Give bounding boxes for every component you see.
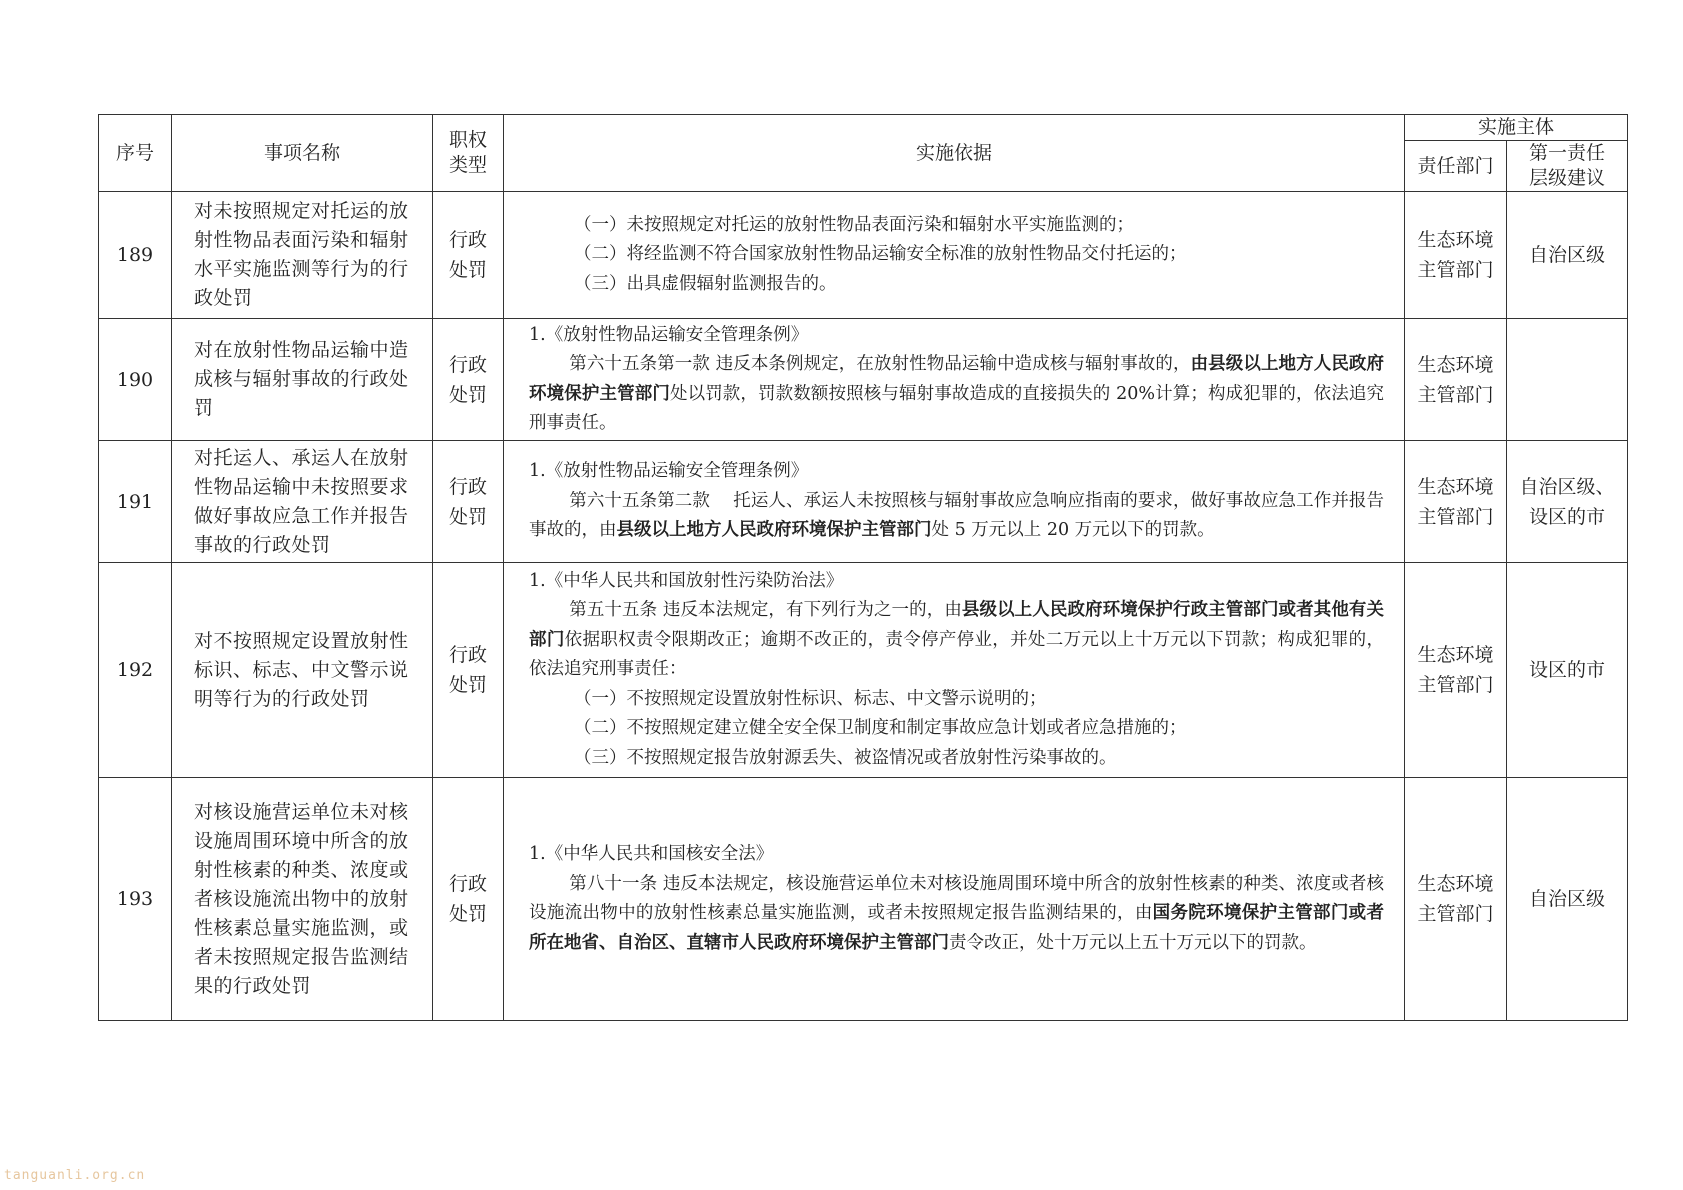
para-text: 第六十五条第一款 违反本条例规定，在放射性物品运输中造成核与辐射事故的， bbox=[569, 354, 1191, 374]
row-type-label: 行政处罚 bbox=[448, 229, 487, 281]
row-level: 自治区级 bbox=[1507, 778, 1628, 1021]
table-row bbox=[99, 319, 1628, 441]
para-bold-authority: 由县级以上地方人民政府环境保护主管部门 bbox=[529, 354, 1385, 404]
para-text: 处以罚款，罚款数额按照核与辐射事故造成的直接损失的 20%计算；构成犯罪的，依法追究刑事责任。 bbox=[529, 383, 1384, 433]
basis-paragraph bbox=[529, 870, 1384, 959]
row-dept-label: 生态环境主管部门 bbox=[1417, 229, 1494, 281]
para-bold-authority: 县级以上人民政府环境保护行政主管部门或者其他有关部门 bbox=[529, 600, 1384, 650]
row-basis bbox=[504, 192, 1405, 319]
row-basis bbox=[504, 319, 1405, 441]
header-seq: 序号 bbox=[99, 115, 172, 192]
header-level bbox=[1507, 141, 1628, 192]
row-dept bbox=[1405, 192, 1507, 319]
law-title: 1.《中华人民共和国核安全法》 bbox=[529, 844, 774, 864]
row-level-label: 自治区级、设区的市 bbox=[1519, 475, 1615, 528]
header-name: 事项名称 bbox=[172, 115, 433, 192]
basis-item: （三）出具虚假辐射监测报告的。 bbox=[574, 273, 837, 294]
para-text: 责令改正，处十万元以上五十万元以下的罚款。 bbox=[949, 932, 1317, 953]
table-row bbox=[99, 192, 1628, 319]
row-seq: 190 bbox=[99, 319, 172, 441]
para-text: 依据职权责令限期改正；逾期不改正的，责令停产停业，并处二万元以上十万元以下罚款；构成犯罪的，依法追究刑事责任： bbox=[529, 629, 1384, 680]
row-name: 对不按照规定设置放射性标识、标志、中文警示说明等行为的行政处罚 bbox=[172, 563, 433, 778]
row-basis bbox=[504, 441, 1405, 563]
row-basis bbox=[504, 778, 1405, 1021]
basis-item: （三）不按照规定报告放射源丢失、被盗情况或者放射性污染事故的。 bbox=[574, 747, 1117, 768]
row-dept-label: 生态环境主管部门 bbox=[1417, 353, 1494, 406]
row-name: 对在放射性物品运输中造成核与辐射事故的行政处罚 bbox=[172, 319, 433, 441]
header-basis: 实施依据 bbox=[504, 115, 1405, 192]
regulation-table bbox=[98, 114, 1628, 1021]
para-bold-authority: 国务院环境保护主管部门或者所在地省、自治区、直辖市人民政府环境保护主管部门 bbox=[529, 903, 1385, 953]
row-dept-label: 生态环境主管部门 bbox=[1417, 873, 1494, 925]
basis-paragraph bbox=[529, 350, 1384, 439]
header-subject: 实施主体 bbox=[1405, 115, 1628, 141]
row-level: 设区的市 bbox=[1507, 563, 1628, 778]
row-dept bbox=[1405, 563, 1507, 778]
header-type bbox=[433, 115, 504, 192]
header-dept: 责任部门 bbox=[1405, 141, 1507, 192]
row-type-label: 行政处罚 bbox=[448, 644, 487, 696]
row-seq: 193 bbox=[99, 778, 172, 1021]
site-watermark: tanguanli.org.cn bbox=[4, 1168, 146, 1183]
basis-paragraph bbox=[529, 596, 1384, 685]
row-level bbox=[1507, 441, 1628, 563]
row-dept-label: 生态环境主管部门 bbox=[1417, 475, 1494, 528]
law-title: 1.《放射性物品运输安全管理条例》 bbox=[529, 461, 809, 482]
row-type-label: 行政处罚 bbox=[448, 475, 487, 528]
para-text: 第五十五条 违反本法规定，有下列行为之一的，由 bbox=[569, 600, 962, 621]
law-title: 1.《中华人民共和国放射性污染防治法》 bbox=[529, 570, 844, 591]
row-type-label: 行政处罚 bbox=[448, 873, 487, 925]
basis-item: （二）不按照规定建立健全安全保卫制度和制定事故应急计划或者应急措施的； bbox=[574, 718, 1187, 739]
header-level-label: 第一责任层级建议 bbox=[1529, 142, 1606, 189]
law-title: 1.《放射性物品运输安全管理条例》 bbox=[529, 324, 809, 345]
table-row bbox=[99, 441, 1628, 563]
row-type bbox=[433, 563, 504, 778]
row-dept-label: 生态环境主管部门 bbox=[1417, 644, 1494, 696]
para-text: 第八十一条 违反本法规定，核设施营运单位未对核设施周围环境中所含的放射性核素的种类、浓度或者核设施流出物中的放射性核素总量实施监测，或者未按照规定报告监测结果的，由 bbox=[529, 873, 1384, 923]
table-row bbox=[99, 778, 1628, 1021]
row-type bbox=[433, 778, 504, 1021]
row-dept bbox=[1405, 778, 1507, 1021]
basis-paragraph bbox=[529, 487, 1384, 546]
row-level bbox=[1507, 319, 1628, 441]
basis-item: （二）将经监测不符合国家放射性物品运输安全标准的放射性物品交付托运的； bbox=[574, 244, 1187, 265]
basis-item: （一）未按照规定对托运的放射性物品表面污染和辐射水平实施监测的； bbox=[574, 214, 1134, 235]
row-name: 对未按照规定对托运的放射性物品表面污染和辐射水平实施监测等行为的行政处罚 bbox=[172, 192, 433, 319]
row-name: 对托运人、承运人在放射性物品运输中未按照要求做好事故应急工作并报告事故的行政处罚 bbox=[172, 441, 433, 563]
row-type-label: 行政处罚 bbox=[448, 353, 487, 406]
row-seq: 192 bbox=[99, 563, 172, 778]
row-dept bbox=[1405, 441, 1507, 563]
para-text: 处 5 万元以上 20 万元以下的罚款。 bbox=[931, 520, 1215, 541]
row-type bbox=[433, 192, 504, 319]
row-type bbox=[433, 319, 504, 441]
header-type-label: 职权类型 bbox=[448, 129, 487, 176]
table-row bbox=[99, 563, 1628, 778]
row-seq: 191 bbox=[99, 441, 172, 563]
para-bold-authority: 县级以上地方人民政府环境保护主管部门 bbox=[616, 520, 932, 541]
row-name: 对核设施营运单位未对核设施周围环境中所含的放射性核素的种类、浓度或者核设施流出物中的放射性核素总量实施监测，或者未按照规定报告监测结果的行政处罚 bbox=[172, 778, 433, 1021]
para-text: 第六十五条第二款 托运人、承运人未按照核与辐射事故应急响应指南的要求，做好事故应急工作并报告事故的，由 bbox=[529, 490, 1384, 541]
row-seq: 189 bbox=[99, 192, 172, 319]
row-basis bbox=[504, 563, 1405, 778]
row-type bbox=[433, 441, 504, 563]
basis-item: （一）不按照规定设置放射性标识、标志、中文警示说明的； bbox=[574, 688, 1047, 709]
row-level: 自治区级 bbox=[1507, 192, 1628, 319]
row-dept bbox=[1405, 319, 1507, 441]
